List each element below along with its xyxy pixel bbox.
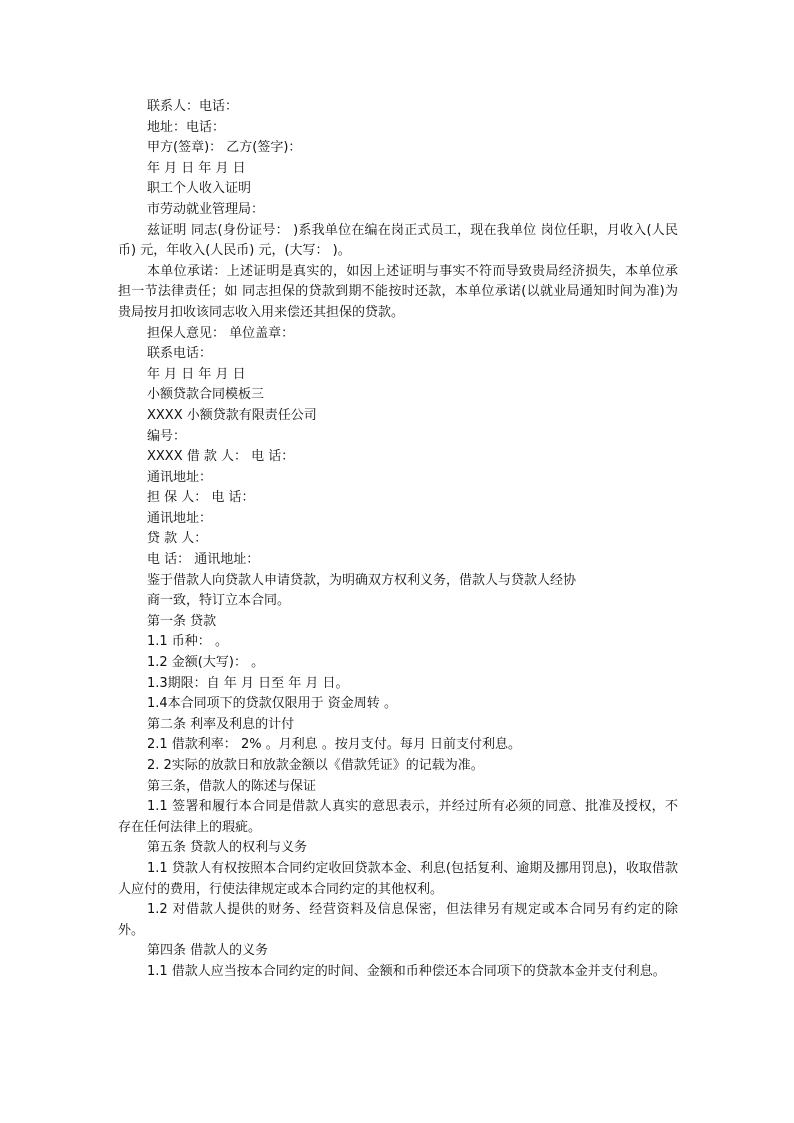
text-line: 1.3期限：自 年 月 日至 年 月 日。 (147, 675, 349, 691)
text-line: XXXX 小额贷款有限责任公司 (147, 407, 317, 423)
text-line: 贷 款 人： (147, 531, 208, 547)
text-line: 年 月 日 年 月 日 (147, 366, 246, 382)
text-line: 1.4本合同项下的贷款仅限用于 资金周转 。 (147, 696, 397, 712)
text-line: 第一条 贷款 (147, 613, 217, 629)
text-line: 第四条 借款人的义务 (147, 943, 269, 959)
text-line: 第三条，借款人的陈述与保证 (147, 778, 317, 794)
body-paragraph: 1.1 贷款人有权按照本合同约定收回贷款本金、利息(包括复利、逾期及挪用罚息)，收取借款人应付的费用，行使法律规定或本合同约定的其他权利。 (118, 860, 678, 897)
text-line: 联系电话： (147, 346, 213, 362)
text-line: 地址：电话： (147, 119, 226, 135)
text-line: 1.2 金额(大写)： 。 (147, 655, 265, 671)
text-line: 担保人意见： 单位盖章： (147, 325, 295, 341)
text-line: XXXX 借 款 人： 电 话： (147, 449, 295, 465)
text-line: 通讯地址： (147, 510, 213, 526)
body-paragraph: 1.2 对借款人提供的财务、经营资料及信息保密，但法律另有规定或本合同另有约定的除外。 (118, 902, 678, 938)
text-line: 商一致，特订立本合同。 (147, 593, 291, 609)
text-line: 市劳动就业管理局： (147, 201, 265, 217)
text-line: 第五条 贷款人的权利与义务 (147, 840, 308, 856)
text-line: 鉴于借款人向贷款人申请贷款，为明确双方权利义务，借款人与贷款人经协 (147, 572, 577, 588)
body-paragraph: 兹证明 同志(身份证号： )系我单位在编在岗正式员工，现在我单位 岗位任职，月收入(人民币) 元，年收入(人民币) 元，(大写： )。 (118, 222, 678, 259)
body-paragraph: 1.1 借款人应当按本合同约定的时间、金额和币种偿还本合同项下的贷款本金并支付利息。 (147, 963, 666, 979)
text-line: 通讯地址： (147, 469, 213, 485)
text-line: 年 月 日 年 月 日 (147, 160, 246, 176)
text-line: 小额贷款合同模板三 (147, 387, 265, 403)
text-line: 担 保 人： 电 话： (147, 490, 255, 506)
text-line: 职工个人收入证明 (147, 181, 252, 197)
text-line: 联系人：电话： (147, 99, 239, 114)
document-body (118, 97, 678, 983)
text-line: 2.1 借款利率： 2% 。月利息 。按月支付。每月 日前支付利息。 (147, 737, 521, 753)
text-line: 甲方(签章)： 乙方(签字)： (147, 140, 302, 156)
text-line: 电 话： 通讯地址： (147, 552, 260, 568)
body-paragraph: 1.1 签署和履行本合同是借款人真实的意思表示，并经过所有必须的同意、批准及授权，不存在任何法律上的瑕疵。 (118, 799, 678, 835)
text-line: 2. 2实际的放款日和放款金额以《借款凭证》的记载为准。 (147, 758, 484, 773)
text-line: 第二条 利率及利息的计付 (147, 716, 295, 732)
body-paragraph: 本单位承诺：上述证明是真实的，如因上述证明与事实不符而导致贵局经济损失，本单位承担一节法律责任；如 同志担保的贷款到期不能按时还款，本单位承诺(以就业局通知时间为准)为贵局按月扣收该同志收入用来偿还其担保的贷款。 (118, 263, 678, 320)
text-line: 编号： (147, 428, 187, 444)
text-line: 1.1 币种： 。 (147, 634, 228, 650)
